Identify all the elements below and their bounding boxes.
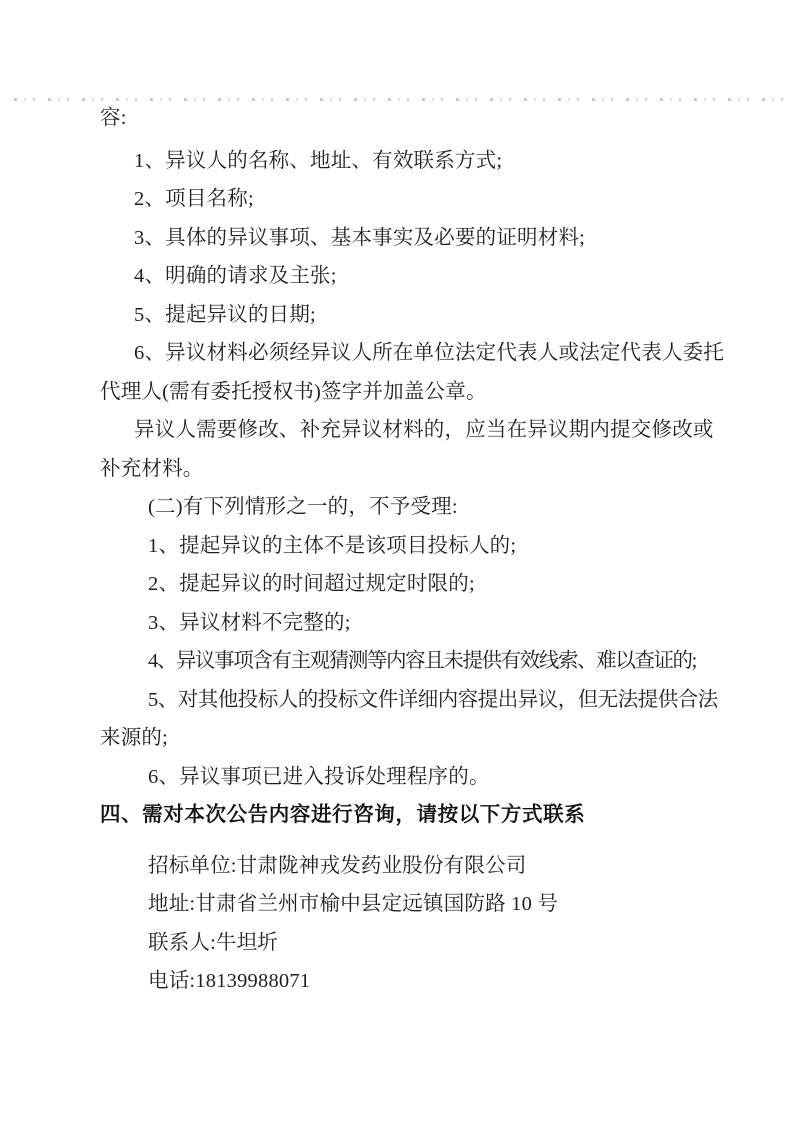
rejection-item-6: 6、异议事项已进入投诉处理程序的。 <box>148 765 490 788</box>
requirement-item-2: 2、项目名称; <box>134 188 254 211</box>
contact-person: 联系人:牛坦圻 <box>148 931 279 954</box>
requirement-item-4: 4、明确的请求及主张; <box>134 265 337 288</box>
rejection-item-5-continuation: 来源的; <box>100 727 168 750</box>
rejection-heading: (二)有下列情形之一的，不予受理: <box>148 496 458 519</box>
requirement-item-1: 1、异议人的名称、地址、有效联系方式; <box>134 149 503 172</box>
rejection-item-2: 2、提起异议的时间超过规定时限的; <box>148 573 475 596</box>
contact-tender-unit: 招标单位:甘肃陇神戎发药业股份有限公司 <box>148 854 527 877</box>
requirement-item-5: 5、提起异议的日期; <box>134 303 316 326</box>
contact-phone: 电话:18139988071 <box>148 970 311 993</box>
requirement-item-6-continuation: 代理人(需有委托授权书)签字并加盖公章。 <box>100 380 487 403</box>
rejection-item-5: 5、对其他投标人的投标文件详细内容提出异议，但无法提供合法 <box>148 688 718 711</box>
requirement-item-6: 6、异议材料必须经异议人所在单位法定代表人或法定代表人委托 <box>134 342 725 365</box>
rejection-item-1: 1、提起异议的主体不是该项目投标人的; <box>148 534 517 557</box>
rejection-item-4: 4、异议事项含有主观猜测等内容且未提供有效线索、难以查证的; <box>148 650 696 673</box>
document-body <box>100 96 725 998</box>
requirement-item-3: 3、具体的异议事项、基本事实及必要的证明材料; <box>134 226 586 249</box>
doc-line-continuation: 容: <box>100 107 127 130</box>
contact-section-heading: 四、需对本次公告内容进行咨询，请按以下方式联系 <box>100 804 586 827</box>
contact-address: 地址:甘肃省兰州市榆中县定远镇国防路 10 号 <box>148 893 559 916</box>
rejection-item-3: 3、异议材料不完整的; <box>148 611 351 634</box>
amendment-note-line-1: 异议人需要修改、补充异议材料的，应当在异议期内提交修改或 <box>134 419 714 442</box>
amendment-note-line-2: 补充材料。 <box>100 457 204 480</box>
